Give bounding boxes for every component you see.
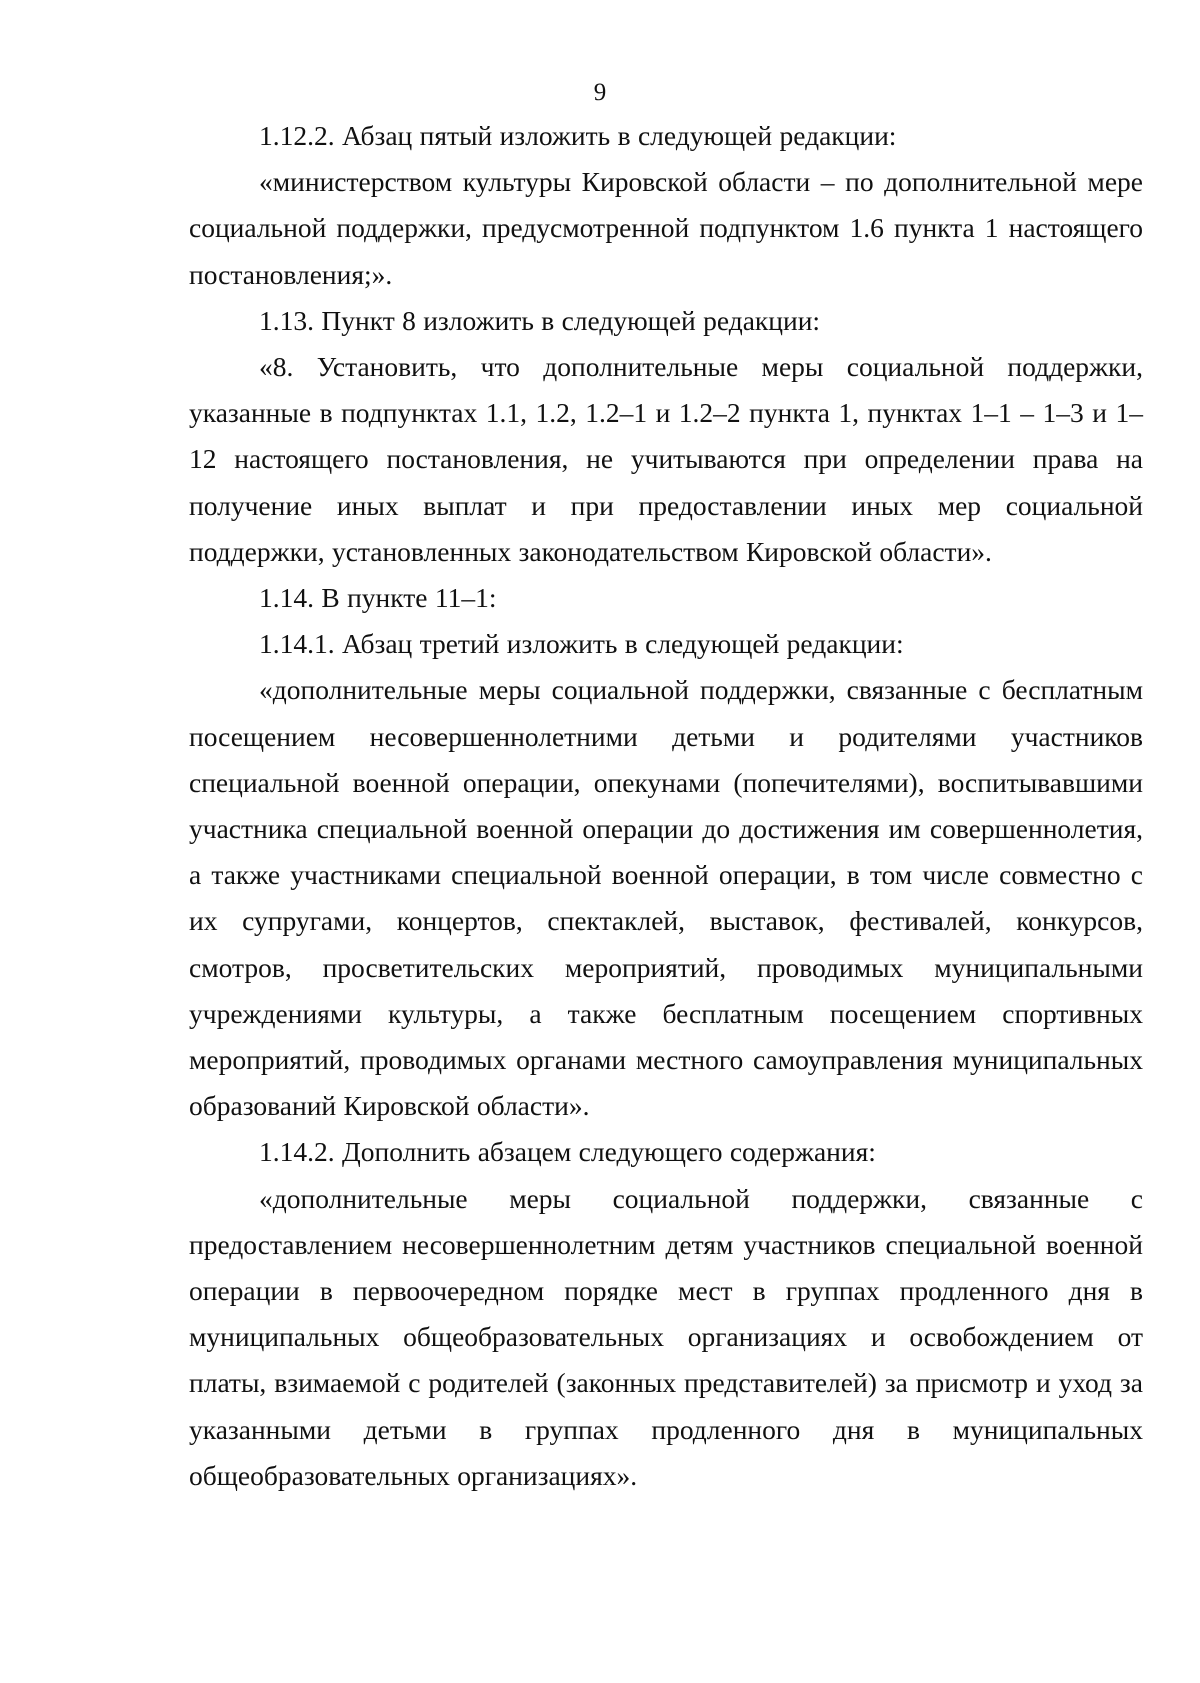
- document-body: [189, 113, 1143, 1499]
- page-number: 9: [593, 79, 607, 106]
- paragraph-1-12-2: 1.12.2. Абзац пятый изложить в следующей редакции:: [259, 120, 897, 151]
- paragraph-point-8: «8. Установить, что дополнительные меры социальной поддержки, указанные в подпунктах 1.1, 1.2, 1.2–1 и 1.2–2 пункта 1, пунктах 1–1 – 1–3 и 1–12 настоящего постановления, не учитываются при определении права на получение иных выплат и при предоставлении иных мер социальной поддержки, установленных законодательством Кировской области».: [189, 351, 1143, 567]
- paragraph-1-13: 1.13. Пункт 8 изложить в следующей редакции:: [259, 304, 821, 336]
- paragraph-1-14-2: 1.14.2. Дополнить абзацем следующего содержания:: [259, 1136, 876, 1168]
- paragraph-1-14-1: 1.14.1. Абзац третий изложить в следующей редакции:: [259, 628, 904, 660]
- paragraph-free-attendance: «дополнительные меры социальной поддержки, связанные с бесплатным посещением несовершеннолетними детьми и родителями участников специальной военной операции, опекунами (попечителями), воспитывавшими участника специальной военной операции до достижения им совершеннолетия, а также участниками специальной военной операции, в том числе совместно с их супругами, концертов, спектаклей, выставок, фестивалей, конкурсов, смотров, просветительских мероприятий, проводимых муниципальными учреждениями культуры, а также бесплатным посещением спортивных мероприятий, проводимых органами местного самоуправления муниципальных образований Кировской области».: [189, 674, 1143, 1122]
- paragraph-extended-day-groups: «дополнительные меры социальной поддержки, связанные с предоставлением несовершеннолетним детям участников специальной военной операции в первоочередном порядке мест в группах продленного дня в муниципальных общеобразовательных организациях и освобождением от платы, взимаемой с родителей (законных представителей) за присмотр и уход за указанными детьми в группах продленного дня в муниципальных общеобразовательных организациях».: [189, 1182, 1143, 1491]
- paragraph-ministry-culture: «министерством культуры Кировской области – по дополнительной мере социальной поддержки, предусмотренной подпунктом 1.6 пункта 1 настоящего постановления;».: [189, 166, 1143, 290]
- paragraph-1-14: 1.14. В пункте 11–1:: [259, 582, 497, 614]
